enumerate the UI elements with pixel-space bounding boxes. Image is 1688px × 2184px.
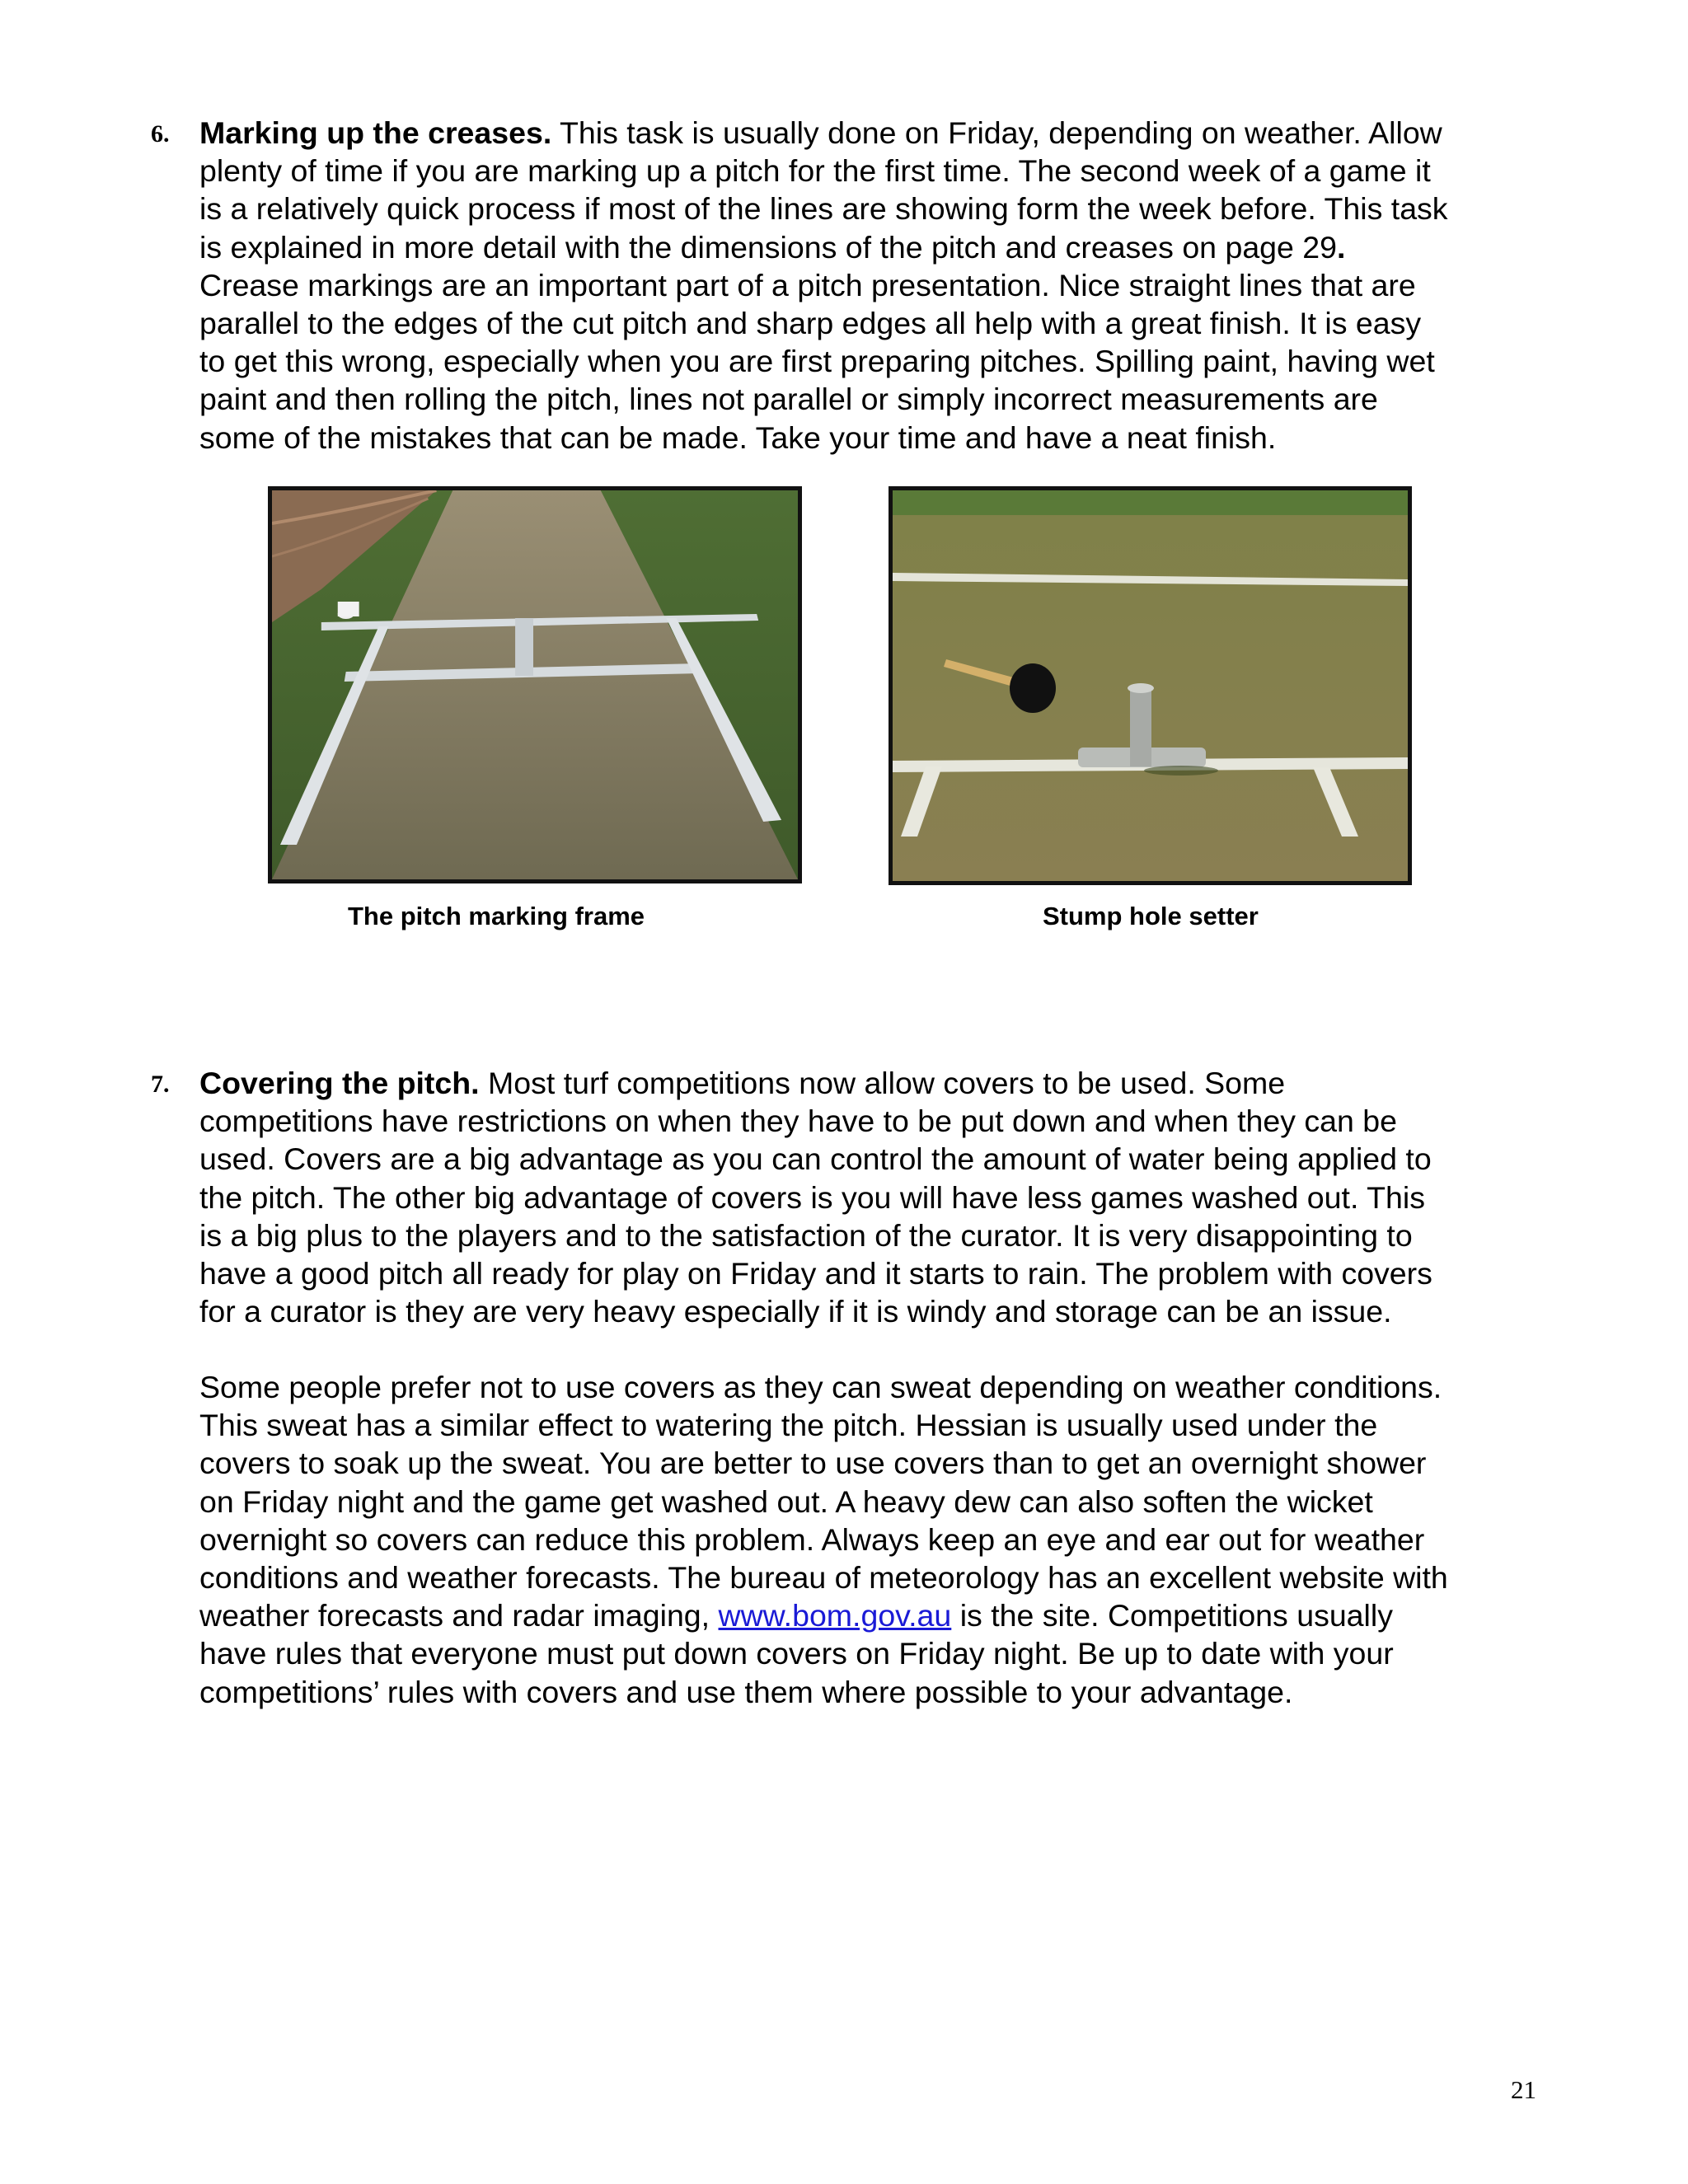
section-6-line-9: some of the mistakes that can be made. Take your time and have a neat finish. bbox=[199, 419, 1277, 455]
p2-line-1: Some people prefer not to use covers as they can sweat depending on weather conditions. bbox=[199, 1370, 1442, 1404]
section-6-line-4: is explained in more detail with the dimensions of the pitch and creases on page 29. bbox=[199, 229, 1346, 265]
section-6-line-5: Crease markings are an important part of a pitch presentation. Nice straight lines that are bbox=[199, 267, 1416, 302]
section-6-line-8: paint and then rolling the pitch, lines not parallel or simply incorrect measurements are bbox=[199, 382, 1378, 417]
section-6-line-1: Marking up the creases. This task is usually done on Friday, depending on weather. Allow bbox=[199, 115, 1442, 150]
section-6-text bbox=[199, 114, 1551, 457]
stump-hole-setter-photo bbox=[889, 486, 1412, 885]
p2-line-4: on Friday night and the game get washed out. A heavy dew can also soften the wicket bbox=[199, 1483, 1373, 1519]
section-7-line-5: is a big plus to the players and to the satisfaction of the curator. It is very disappointing to bbox=[199, 1217, 1413, 1253]
page-number: 21 bbox=[1511, 2075, 1536, 2104]
section-7-number: 7. bbox=[151, 1071, 170, 1098]
section-7-heading: Covering the pitch. bbox=[199, 1066, 480, 1100]
p2-line-8: have rules that everyone must put down covers on Friday night. Be up to date with your bbox=[199, 1636, 1394, 1671]
section-7-line-1: Covering the pitch. Most turf competitions now allow covers to be used. Some bbox=[199, 1066, 1286, 1100]
section-7-line-4: the pitch. The other big advantage of covers is you will have less games washed out. This bbox=[199, 1179, 1425, 1215]
section-7-line-7: for a curator is they are very heavy especially if it is windy and storage can be an issue. bbox=[199, 1294, 1392, 1329]
section-7-line-2: competitions have restrictions on when they have to be put down and when they can be bbox=[199, 1104, 1397, 1139]
section-7-line-6: have a good pitch all ready for play on Friday and it starts to rain. The problem with covers bbox=[199, 1256, 1432, 1291]
section-6-number: 6. bbox=[151, 120, 170, 148]
section-6-line-7: to get this wrong, especially when you are first preparing pitches. Spilling paint, having wet bbox=[199, 344, 1435, 379]
section-7-paragraph-2 bbox=[199, 1368, 1551, 1711]
p2-line-7: weather forecasts and radar imaging, www.bom.gov.au is the site. Competitions usually bbox=[199, 1598, 1393, 1633]
p2-line-6: conditions and weather forecasts. The bureau of meteorology has an excellent website with bbox=[199, 1560, 1448, 1596]
p2-line-3: covers to soak up the sweat. You are better to use covers than to get an overnight shower bbox=[199, 1446, 1427, 1481]
section-6-line-2: plenty of time if you are marking up a pitch for the first time. The second week of a game it bbox=[199, 153, 1431, 189]
p2-line-5: overnight so covers can reduce this problem. Always keep an eye and ear out for weather bbox=[199, 1521, 1425, 1557]
section-7-text bbox=[199, 1064, 1551, 1330]
p2-line-2: This sweat has a similar effect to watering the pitch. Hessian is usually used under the bbox=[199, 1408, 1378, 1443]
p2-line-9: competitions’ rules with covers and use them where possible to your advantage. bbox=[199, 1674, 1293, 1709]
section-6-line-6: parallel to the edges of the cut pitch and sharp edges all help with a great finish. It is easy bbox=[199, 306, 1422, 341]
caption-pitch-marking-frame: The pitch marking frame bbox=[348, 902, 645, 930]
section-7-line-3: used. Covers are a big advantage as you can control the amount of water being applied to bbox=[199, 1141, 1432, 1177]
pitch-marking-frame-photo bbox=[268, 486, 802, 883]
section-6-line-3: is a relatively quick process if most of the lines are showing form the week before. This task bbox=[199, 191, 1448, 227]
caption-stump-hole-setter: Stump hole setter bbox=[1043, 902, 1259, 930]
section-6-heading: Marking up the creases. bbox=[199, 115, 552, 150]
bom-website-link[interactable]: www.bom.gov.au bbox=[718, 1598, 952, 1633]
